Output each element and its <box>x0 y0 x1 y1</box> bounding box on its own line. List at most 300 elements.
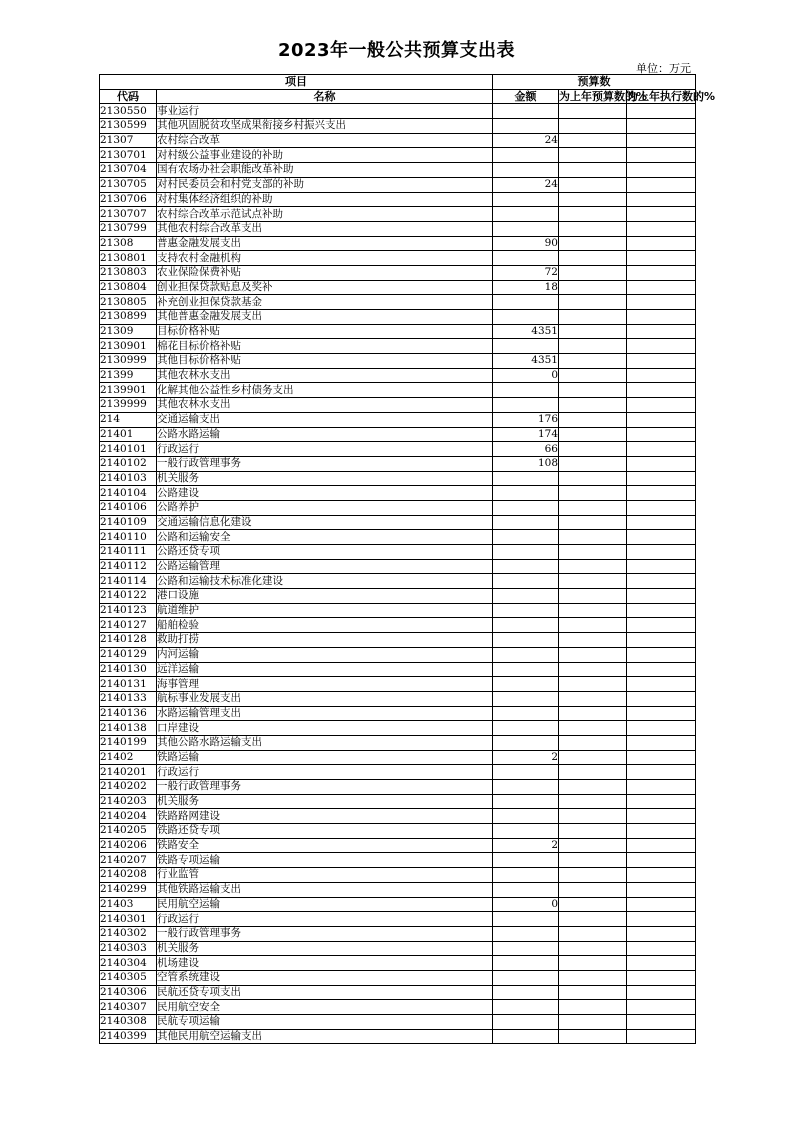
cell-pct-prev-exec <box>627 956 696 971</box>
table-row <box>100 530 696 545</box>
cell-pct-prev-exec <box>627 618 696 633</box>
cell-name: 一般行政管理事务 <box>157 456 493 471</box>
table-row <box>100 207 696 222</box>
cell-amount <box>493 530 559 545</box>
table-row <box>100 1015 696 1030</box>
table-row <box>100 486 696 501</box>
cell-pct-prev-exec <box>627 192 696 207</box>
cell-amount <box>493 691 559 706</box>
cell-pct-prev-budget <box>559 265 627 280</box>
cell-pct-prev-budget <box>559 354 627 369</box>
cell-pct-prev-exec <box>627 1029 696 1044</box>
cell-code: 2140138 <box>100 721 157 736</box>
cell-amount <box>493 647 559 662</box>
cell-pct-prev-exec <box>627 589 696 604</box>
cell-name: 对村级公益事业建设的补助 <box>157 148 493 163</box>
cell-name: 铁路安全 <box>157 838 493 853</box>
cell-pct-prev-budget <box>559 970 627 985</box>
cell-pct-prev-exec <box>627 500 696 515</box>
cell-pct-prev-budget <box>559 133 627 148</box>
cell-name: 机关服务 <box>157 471 493 486</box>
cell-pct-prev-budget <box>559 236 627 251</box>
cell-code: 2140203 <box>100 794 157 809</box>
cell-pct-prev-budget <box>559 398 627 413</box>
cell-pct-prev-budget <box>559 691 627 706</box>
cell-pct-prev-exec <box>627 221 696 236</box>
cell-pct-prev-budget <box>559 148 627 163</box>
cell-pct-prev-budget <box>559 324 627 339</box>
cell-pct-prev-budget <box>559 192 627 207</box>
cell-amount <box>493 721 559 736</box>
cell-pct-prev-exec <box>627 853 696 868</box>
cell-amount <box>493 603 559 618</box>
table-body <box>100 104 696 1044</box>
cell-pct-prev-exec <box>627 897 696 912</box>
table-row <box>100 970 696 985</box>
header-amount: 金额 <box>493 89 559 104</box>
cell-name: 普惠金融发展支出 <box>157 236 493 251</box>
table-row <box>100 824 696 839</box>
header-code: 代码 <box>100 89 157 104</box>
cell-name: 支持农村金融机构 <box>157 251 493 266</box>
cell-name: 铁路还贷专项 <box>157 824 493 839</box>
cell-code: 2140199 <box>100 735 157 750</box>
cell-pct-prev-budget <box>559 559 627 574</box>
cell-amount <box>493 383 559 398</box>
cell-name: 机关服务 <box>157 794 493 809</box>
cell-name: 公路养护 <box>157 500 493 515</box>
cell-pct-prev-budget <box>559 500 627 515</box>
cell-pct-prev-exec <box>627 471 696 486</box>
cell-code: 2140123 <box>100 603 157 618</box>
cell-code: 21401 <box>100 427 157 442</box>
table-row <box>100 985 696 1000</box>
cell-name: 农业保险保费补贴 <box>157 265 493 280</box>
cell-code: 2139999 <box>100 398 157 413</box>
cell-pct-prev-exec <box>627 442 696 457</box>
cell-pct-prev-budget <box>559 926 627 941</box>
cell-pct-prev-exec <box>627 824 696 839</box>
cell-pct-prev-exec <box>627 545 696 560</box>
cell-code: 214 <box>100 412 157 427</box>
budget-table <box>99 74 716 1044</box>
cell-code: 2140306 <box>100 985 157 1000</box>
table-row <box>100 442 696 457</box>
cell-pct-prev-exec <box>627 868 696 883</box>
cell-amount <box>493 970 559 985</box>
cell-name: 民用航空运输 <box>157 897 493 912</box>
cell-amount <box>493 471 559 486</box>
cell-pct-prev-exec <box>627 1000 696 1015</box>
cell-pct-prev-budget <box>559 515 627 530</box>
cell-code: 21309 <box>100 324 157 339</box>
cell-code: 2140308 <box>100 1015 157 1030</box>
cell-code: 2140303 <box>100 941 157 956</box>
table-row <box>100 177 696 192</box>
cell-name: 一般行政管理事务 <box>157 926 493 941</box>
cell-pct-prev-budget <box>559 677 627 692</box>
cell-name: 民航还贷专项支出 <box>157 985 493 1000</box>
cell-pct-prev-budget <box>559 868 627 883</box>
cell-amount <box>493 192 559 207</box>
cell-name: 机关服务 <box>157 941 493 956</box>
cell-pct-prev-budget <box>559 853 627 868</box>
cell-amount: 24 <box>493 133 559 148</box>
cell-pct-prev-exec <box>627 735 696 750</box>
cell-code: 2140112 <box>100 559 157 574</box>
cell-pct-prev-exec <box>627 530 696 545</box>
cell-pct-prev-exec <box>627 427 696 442</box>
cell-pct-prev-exec <box>627 280 696 295</box>
cell-amount <box>493 310 559 325</box>
header-name: 名称 <box>157 89 493 104</box>
cell-pct-prev-budget <box>559 412 627 427</box>
cell-name: 救助打捞 <box>157 633 493 648</box>
cell-pct-prev-budget <box>559 163 627 178</box>
table-row <box>100 192 696 207</box>
cell-code: 2140207 <box>100 853 157 868</box>
cell-amount <box>493 500 559 515</box>
table-row <box>100 251 696 266</box>
cell-name: 其他农林水支出 <box>157 398 493 413</box>
cell-pct-prev-exec <box>627 133 696 148</box>
cell-code: 2140304 <box>100 956 157 971</box>
cell-name: 航标事业发展支出 <box>157 691 493 706</box>
cell-pct-prev-budget <box>559 765 627 780</box>
cell-pct-prev-exec <box>627 251 696 266</box>
cell-name: 民航专项运输 <box>157 1015 493 1030</box>
table-row <box>100 559 696 574</box>
cell-pct-prev-exec <box>627 486 696 501</box>
cell-code: 2130804 <box>100 280 157 295</box>
cell-pct-prev-budget <box>559 383 627 398</box>
cell-name: 其他普惠金融发展支出 <box>157 310 493 325</box>
cell-pct-prev-exec <box>627 412 696 427</box>
cell-code: 2140114 <box>100 574 157 589</box>
cell-pct-prev-exec <box>627 647 696 662</box>
cell-name: 其他目标价格补贴 <box>157 354 493 369</box>
table-row <box>100 706 696 721</box>
table-row <box>100 383 696 398</box>
cell-amount <box>493 559 559 574</box>
cell-pct-prev-budget <box>559 310 627 325</box>
cell-name: 公路和运输技术标准化建设 <box>157 574 493 589</box>
cell-pct-prev-budget <box>559 706 627 721</box>
cell-amount <box>493 515 559 530</box>
cell-name: 其他农林水支出 <box>157 368 493 383</box>
cell-amount: 176 <box>493 412 559 427</box>
cell-code: 2140122 <box>100 589 157 604</box>
cell-code: 2130901 <box>100 339 157 354</box>
table-row <box>100 354 696 369</box>
cell-amount <box>493 148 559 163</box>
cell-amount <box>493 853 559 868</box>
cell-code: 2140109 <box>100 515 157 530</box>
cell-code: 2140101 <box>100 442 157 457</box>
cell-pct-prev-budget <box>559 456 627 471</box>
cell-amount <box>493 1000 559 1015</box>
cell-code: 2130706 <box>100 192 157 207</box>
table-row <box>100 956 696 971</box>
table-row <box>100 618 696 633</box>
table-row <box>100 691 696 706</box>
table-row <box>100 133 696 148</box>
cell-code: 2130805 <box>100 295 157 310</box>
cell-pct-prev-exec <box>627 398 696 413</box>
cell-code: 2140202 <box>100 780 157 795</box>
cell-name: 海事管理 <box>157 677 493 692</box>
table-row <box>100 221 696 236</box>
table-row <box>100 515 696 530</box>
cell-pct-prev-budget <box>559 618 627 633</box>
table-row <box>100 1029 696 1044</box>
table-row <box>100 677 696 692</box>
cell-amount: 72 <box>493 265 559 280</box>
table-row <box>100 236 696 251</box>
cell-pct-prev-budget <box>559 603 627 618</box>
cell-pct-prev-budget <box>559 339 627 354</box>
table-row <box>100 324 696 339</box>
cell-pct-prev-exec <box>627 236 696 251</box>
cell-name: 行业监管 <box>157 868 493 883</box>
cell-code: 21307 <box>100 133 157 148</box>
cell-name: 公路运输管理 <box>157 559 493 574</box>
table-row <box>100 882 696 897</box>
cell-name: 行政运行 <box>157 765 493 780</box>
table-row <box>100 941 696 956</box>
cell-amount: 4351 <box>493 324 559 339</box>
cell-code: 2140201 <box>100 765 157 780</box>
cell-name: 行政运行 <box>157 912 493 927</box>
cell-amount: 24 <box>493 177 559 192</box>
table-row <box>100 104 696 119</box>
cell-code: 2139901 <box>100 383 157 398</box>
cell-name: 其他农村综合改革支出 <box>157 221 493 236</box>
cell-amount <box>493 589 559 604</box>
table-row <box>100 750 696 765</box>
cell-pct-prev-budget <box>559 721 627 736</box>
cell-name: 空管系统建设 <box>157 970 493 985</box>
cell-amount <box>493 706 559 721</box>
cell-name: 目标价格补贴 <box>157 324 493 339</box>
cell-pct-prev-budget <box>559 780 627 795</box>
cell-code: 2130803 <box>100 265 157 280</box>
cell-pct-prev-exec <box>627 324 696 339</box>
table-row <box>100 589 696 604</box>
cell-name: 一般行政管理事务 <box>157 780 493 795</box>
cell-amount <box>493 926 559 941</box>
cell-code: 2130999 <box>100 354 157 369</box>
table-row <box>100 310 696 325</box>
cell-code: 2140128 <box>100 633 157 648</box>
cell-pct-prev-budget <box>559 1015 627 1030</box>
cell-name: 交通运输信息化建设 <box>157 515 493 530</box>
cell-code: 2140102 <box>100 456 157 471</box>
cell-amount <box>493 339 559 354</box>
cell-pct-prev-exec <box>627 368 696 383</box>
cell-code: 2130704 <box>100 163 157 178</box>
cell-code: 2140206 <box>100 838 157 853</box>
cell-name: 公路还贷专项 <box>157 545 493 560</box>
cell-code: 2130701 <box>100 148 157 163</box>
cell-pct-prev-exec <box>627 941 696 956</box>
unit-label: 单位：万元 <box>636 62 691 75</box>
table-row <box>100 603 696 618</box>
cell-name: 事业运行 <box>157 104 493 119</box>
cell-pct-prev-budget <box>559 633 627 648</box>
cell-name: 补充创业担保贷款基金 <box>157 295 493 310</box>
cell-pct-prev-exec <box>627 662 696 677</box>
cell-pct-prev-budget <box>559 985 627 1000</box>
cell-code: 2140130 <box>100 662 157 677</box>
table-row <box>100 456 696 471</box>
cell-amount: 0 <box>493 368 559 383</box>
table-row <box>100 398 696 413</box>
cell-code: 2140299 <box>100 882 157 897</box>
cell-code: 2140129 <box>100 647 157 662</box>
cell-pct-prev-exec <box>627 310 696 325</box>
cell-amount <box>493 1029 559 1044</box>
cell-pct-prev-budget <box>559 280 627 295</box>
cell-name: 化解其他公益性乡村债务支出 <box>157 383 493 398</box>
cell-code: 2140204 <box>100 809 157 824</box>
cell-pct-prev-exec <box>627 780 696 795</box>
cell-name: 交通运输支出 <box>157 412 493 427</box>
cell-name: 航道维护 <box>157 603 493 618</box>
cell-pct-prev-budget <box>559 104 627 119</box>
cell-code: 2140133 <box>100 691 157 706</box>
cell-amount <box>493 633 559 648</box>
cell-amount <box>493 574 559 589</box>
cell-amount: 174 <box>493 427 559 442</box>
cell-amount <box>493 868 559 883</box>
cell-name: 国有农场办社会职能改革补助 <box>157 163 493 178</box>
cell-amount <box>493 398 559 413</box>
cell-pct-prev-budget <box>559 882 627 897</box>
cell-code: 2130599 <box>100 119 157 134</box>
cell-name: 铁路运输 <box>157 750 493 765</box>
cell-pct-prev-budget <box>559 824 627 839</box>
table-row <box>100 853 696 868</box>
cell-amount <box>493 486 559 501</box>
cell-name: 水路运输管理支出 <box>157 706 493 721</box>
cell-pct-prev-exec <box>627 163 696 178</box>
cell-name: 铁路路网建设 <box>157 809 493 824</box>
cell-amount <box>493 251 559 266</box>
cell-amount <box>493 295 559 310</box>
cell-code: 2140136 <box>100 706 157 721</box>
cell-code: 2140205 <box>100 824 157 839</box>
cell-code: 2140106 <box>100 500 157 515</box>
cell-name: 棉花目标价格补贴 <box>157 339 493 354</box>
table-row <box>100 471 696 486</box>
cell-name: 公路水路运输 <box>157 427 493 442</box>
table-row <box>100 427 696 442</box>
cell-name: 港口设施 <box>157 589 493 604</box>
cell-name: 对村集体经济组织的补助 <box>157 192 493 207</box>
header-budget: 预算数 <box>493 75 696 90</box>
cell-amount: 90 <box>493 236 559 251</box>
cell-name: 铁路专项运输 <box>157 853 493 868</box>
cell-name: 其他铁路运输支出 <box>157 882 493 897</box>
cell-code: 2140305 <box>100 970 157 985</box>
table-row <box>100 163 696 178</box>
cell-pct-prev-budget <box>559 809 627 824</box>
cell-amount <box>493 618 559 633</box>
cell-pct-prev-budget <box>559 750 627 765</box>
cell-pct-prev-exec <box>627 970 696 985</box>
cell-name: 农村综合改革 <box>157 133 493 148</box>
cell-amount: 2 <box>493 750 559 765</box>
cell-pct-prev-exec <box>627 1015 696 1030</box>
cell-amount <box>493 809 559 824</box>
cell-amount <box>493 882 559 897</box>
cell-amount: 4351 <box>493 354 559 369</box>
table-row <box>100 265 696 280</box>
cell-code: 2140110 <box>100 530 157 545</box>
table-row <box>100 912 696 927</box>
cell-pct-prev-budget <box>559 735 627 750</box>
cell-pct-prev-budget <box>559 486 627 501</box>
cell-amount <box>493 119 559 134</box>
table-row <box>100 339 696 354</box>
table-row <box>100 119 696 134</box>
cell-pct-prev-budget <box>559 442 627 457</box>
cell-pct-prev-exec <box>627 750 696 765</box>
cell-name: 公路和运输安全 <box>157 530 493 545</box>
cell-code: 2130707 <box>100 207 157 222</box>
cell-amount <box>493 794 559 809</box>
cell-name: 公路建设 <box>157 486 493 501</box>
table-row <box>100 794 696 809</box>
cell-pct-prev-exec <box>627 383 696 398</box>
cell-pct-prev-exec <box>627 838 696 853</box>
cell-amount <box>493 941 559 956</box>
table-row <box>100 926 696 941</box>
table-row <box>100 545 696 560</box>
cell-pct-prev-budget <box>559 545 627 560</box>
cell-amount <box>493 221 559 236</box>
cell-amount <box>493 207 559 222</box>
cell-code: 2140307 <box>100 1000 157 1015</box>
cell-name: 对村民委员会和村党支部的补助 <box>157 177 493 192</box>
cell-pct-prev-exec <box>627 809 696 824</box>
cell-name: 行政运行 <box>157 442 493 457</box>
cell-name: 其他民用航空运输支出 <box>157 1029 493 1044</box>
cell-amount: 2 <box>493 838 559 853</box>
cell-amount <box>493 163 559 178</box>
cell-pct-prev-budget <box>559 368 627 383</box>
table-row <box>100 735 696 750</box>
table-row <box>100 647 696 662</box>
cell-code: 2140301 <box>100 912 157 927</box>
cell-code: 21402 <box>100 750 157 765</box>
cell-code: 2140127 <box>100 618 157 633</box>
cell-code: 2140131 <box>100 677 157 692</box>
cell-code: 21403 <box>100 897 157 912</box>
cell-pct-prev-budget <box>559 427 627 442</box>
cell-code: 2130801 <box>100 251 157 266</box>
cell-amount <box>493 662 559 677</box>
cell-pct-prev-exec <box>627 295 696 310</box>
cell-amount <box>493 677 559 692</box>
table-row <box>100 662 696 677</box>
cell-name: 远洋运输 <box>157 662 493 677</box>
cell-pct-prev-exec <box>627 354 696 369</box>
cell-name: 其他巩固脱贫攻坚成果衔接乡村振兴支出 <box>157 119 493 134</box>
table-row <box>100 633 696 648</box>
cell-amount <box>493 1015 559 1030</box>
